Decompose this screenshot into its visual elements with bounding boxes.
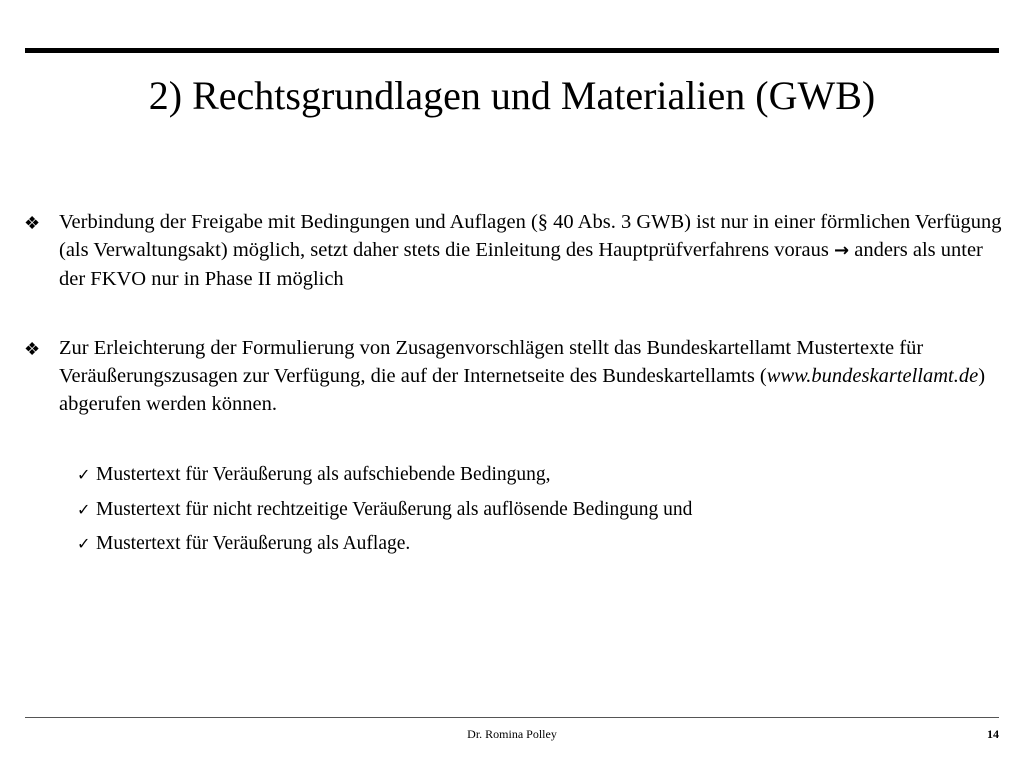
footer-divider [25,717,999,718]
checkmark-icon: ✓ [77,499,91,519]
checklist-item [77,493,977,528]
bullet-text-2 [59,334,1004,418]
bullet-point-2 [24,334,1004,418]
top-divider [25,48,999,53]
checklist-item-text: Mustertext für Veräußerung als Auflage. [96,533,411,554]
bullet-text-1-tail: anders als unter der FKVO nur in Phase II möglich [59,239,983,290]
sample-text-checklist [77,458,977,562]
checklist-item-text: Mustertext für Veräußerung als aufschiebende Bedingung, [96,464,551,485]
footer-author: Dr. Romina Polley [467,727,557,741]
checkmark-icon: ✓ [77,534,91,553]
diamond-bullet-icon: ❖ [24,213,41,233]
slide-title: 2) Rechtsgrundlagen und Materialien (GWB) [148,73,876,118]
bullet-text-1 [59,208,1004,293]
bullet-text-2-end: ) abgerufen werden können. [59,365,986,415]
website-link[interactable]: www.bundeskartellamt.de [766,365,979,387]
checkmark-icon: ✓ [77,465,91,484]
diamond-bullet-icon: ❖ [24,339,41,359]
arrow-right-icon: → [834,240,850,261]
bullet-text-1-main: Verbindung der Freigabe mit Bedingungen und Auflagen (§ 40 Abs. 3 GWB) ist nur in einer förmlichen Verfügung (als Verwaltungsakt) möglich, setzt daher stets die Einleitung des Hauptprüfverfahrens voraus [59,211,1002,261]
checklist-item [77,458,977,493]
checklist-item-text: Mustertext für nicht rechtzeitige Veräußerung als auflösende Bedingung und [96,498,693,520]
bullet-point-1 [24,208,1004,293]
bullet-text-2-main: Zur Erleichterung der Formulierung von Zusagenvorschlägen stellt das Bundeskartellamt Mustertexte für Veräußerungszusagen zur Verfügung, die auf der Internetseite des Bundeskartellamts ( [59,337,924,387]
page-number: 14 [987,727,999,741]
checklist-item [77,527,977,562]
